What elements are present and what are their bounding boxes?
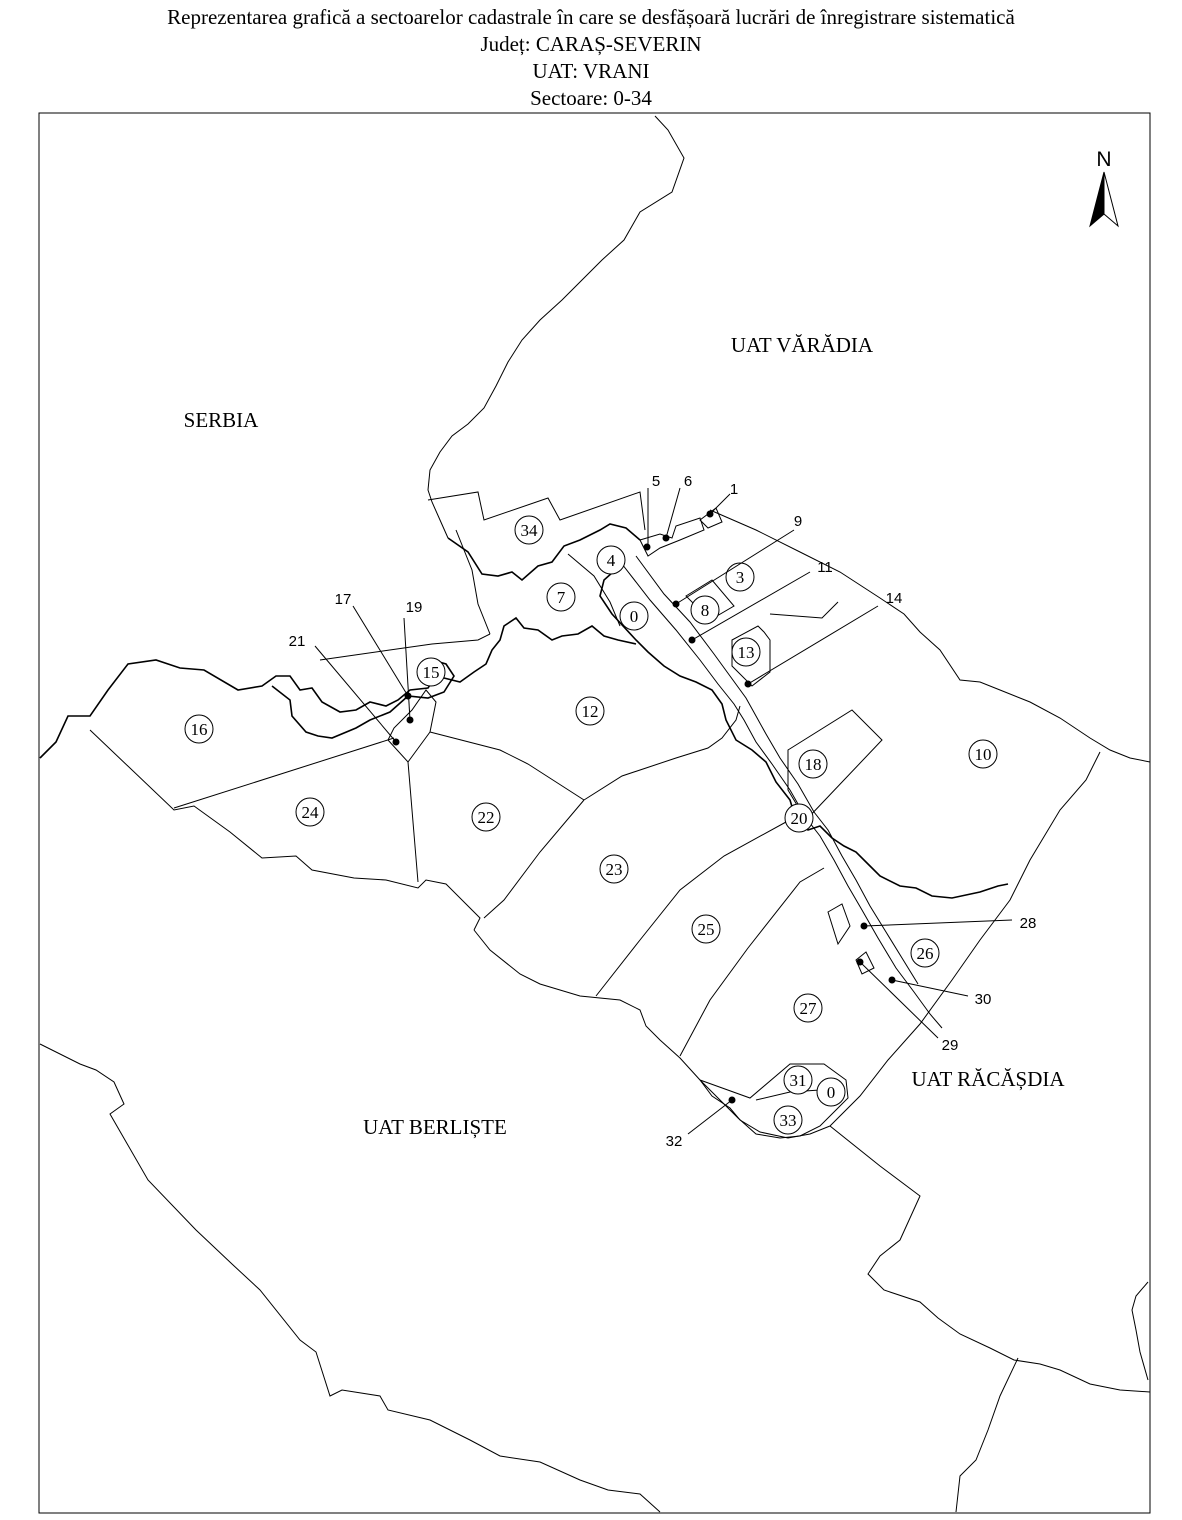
- sector-circle-15: [417, 658, 445, 686]
- callout-28: [861, 915, 1037, 932]
- svg-text:32: 32: [665, 1133, 683, 1150]
- nera-river: [600, 564, 1008, 898]
- svg-text:30: 30: [974, 991, 992, 1008]
- svg-text:16: 16: [190, 720, 208, 739]
- border-serbia-varadia: [428, 116, 684, 538]
- svg-text:24: 24: [301, 803, 319, 822]
- boundary-16-south: [90, 730, 480, 930]
- svg-text:18: 18: [804, 755, 822, 774]
- region-label-berliste: UAT BERLIȘTE: [363, 1115, 507, 1139]
- svg-text:1: 1: [729, 481, 739, 498]
- sector-circle-27: [794, 994, 822, 1022]
- sector-circle-22: [472, 803, 500, 831]
- svg-text:14: 14: [885, 590, 903, 607]
- svg-text:22: 22: [477, 808, 495, 827]
- divider-22-12: [430, 732, 584, 800]
- callout-19: [404, 599, 422, 724]
- svg-text:27: 27: [799, 999, 817, 1018]
- boundary-lower-right: [956, 1358, 1018, 1512]
- road-main-east: [636, 556, 918, 984]
- danube-river-west: [40, 618, 636, 758]
- boundary-east-varadia: [710, 510, 1150, 762]
- svg-text:15: 15: [422, 663, 440, 682]
- sector-circle-34: [515, 516, 543, 544]
- svg-text:31: 31: [789, 1071, 807, 1090]
- svg-text:34: 34: [520, 521, 538, 540]
- sector-circle-24: [296, 798, 324, 826]
- svg-text:12: 12: [581, 702, 599, 721]
- sector-circle-13: [732, 638, 760, 666]
- svg-text:17: 17: [334, 591, 352, 608]
- sectors-range-label: Sectoare: 0-34: [530, 86, 652, 110]
- sector-circle-23: [600, 855, 628, 883]
- sector-circle-18: [799, 750, 827, 778]
- svg-text:11: 11: [817, 559, 833, 576]
- svg-text:9: 9: [793, 513, 803, 530]
- divider-31-33: [756, 1090, 820, 1100]
- svg-text:0: 0: [629, 607, 639, 626]
- boundary-far-right: [1132, 1282, 1148, 1380]
- divider-23-25: [596, 822, 786, 996]
- svg-text:20: 20: [790, 809, 808, 828]
- sector-circle-7: [547, 583, 575, 611]
- map-title: Reprezentarea grafică a sectoarelor cadastrale în care se desfășoară lucrări de înregistrare sistematică: [167, 5, 1015, 29]
- callout-30: [889, 977, 992, 1009]
- sector-circle-0-north: [620, 602, 648, 630]
- sector-5-6-outline: [640, 518, 704, 556]
- svg-text:23: 23: [605, 860, 623, 879]
- sector-circle-4: [597, 546, 625, 574]
- divider-34-7: [456, 530, 490, 634]
- divider-12-23: [584, 706, 740, 800]
- callout-1: [707, 481, 739, 518]
- sector-circle-26: [911, 939, 939, 967]
- callout-9: [673, 513, 803, 608]
- north-arrow: [1090, 148, 1118, 226]
- svg-text:4: 4: [606, 551, 616, 570]
- svg-text:13: 13: [737, 643, 755, 662]
- boundary-berliste-racasdia: [830, 1126, 1150, 1392]
- boundary-berliste-north: [474, 930, 830, 1138]
- svg-text:0: 0: [826, 1083, 836, 1102]
- sector-circle-8: [691, 596, 719, 624]
- sector-circle-16: [185, 715, 213, 743]
- road-main-west: [622, 564, 942, 1028]
- sector-26-outline: [828, 904, 850, 944]
- sector-circle-10: [969, 740, 997, 768]
- north-arrow-label: N: [1096, 148, 1112, 171]
- sector-circle-25: [692, 915, 720, 943]
- sector-circle-31: [784, 1066, 812, 1094]
- divider-25-27: [680, 868, 824, 1056]
- svg-text:26: 26: [916, 944, 934, 963]
- divider-16-24: [174, 738, 394, 808]
- sector-circle-33: [774, 1106, 802, 1134]
- callout-6: [663, 473, 693, 542]
- region-label-varadia: UAT VĂRĂDIA: [730, 333, 874, 357]
- svg-text:3: 3: [735, 568, 745, 587]
- sector-circle-0-south: [817, 1078, 845, 1106]
- boundary-berliste-west: [40, 1044, 660, 1512]
- callout-29: [857, 959, 959, 1055]
- svg-text:29: 29: [941, 1037, 959, 1054]
- divider-24-22: [408, 762, 418, 882]
- svg-text:25: 25: [697, 920, 715, 939]
- sector-circle-3: [726, 563, 754, 591]
- uat-label: UAT: VRANI: [532, 59, 650, 83]
- svg-text:19: 19: [405, 599, 423, 616]
- svg-text:6: 6: [683, 473, 693, 490]
- svg-text:10: 10: [974, 745, 992, 764]
- svg-text:28: 28: [1019, 915, 1037, 932]
- sector-circle-20: [785, 804, 813, 832]
- svg-text:33: 33: [779, 1111, 797, 1130]
- county-label: Județ: CARAȘ-SEVERIN: [480, 32, 702, 56]
- svg-text:5: 5: [651, 473, 661, 490]
- sector-circle-12: [576, 697, 604, 725]
- svg-text:7: 7: [556, 588, 566, 607]
- svg-text:8: 8: [700, 601, 710, 620]
- map-frame: [39, 113, 1150, 1513]
- region-label-serbia: SERBIA: [183, 408, 259, 432]
- divider-3-10: [770, 602, 838, 618]
- svg-text:21: 21: [288, 633, 306, 650]
- region-label-racasdia: UAT RĂCĂȘDIA: [911, 1067, 1065, 1091]
- callout-5: [644, 473, 661, 551]
